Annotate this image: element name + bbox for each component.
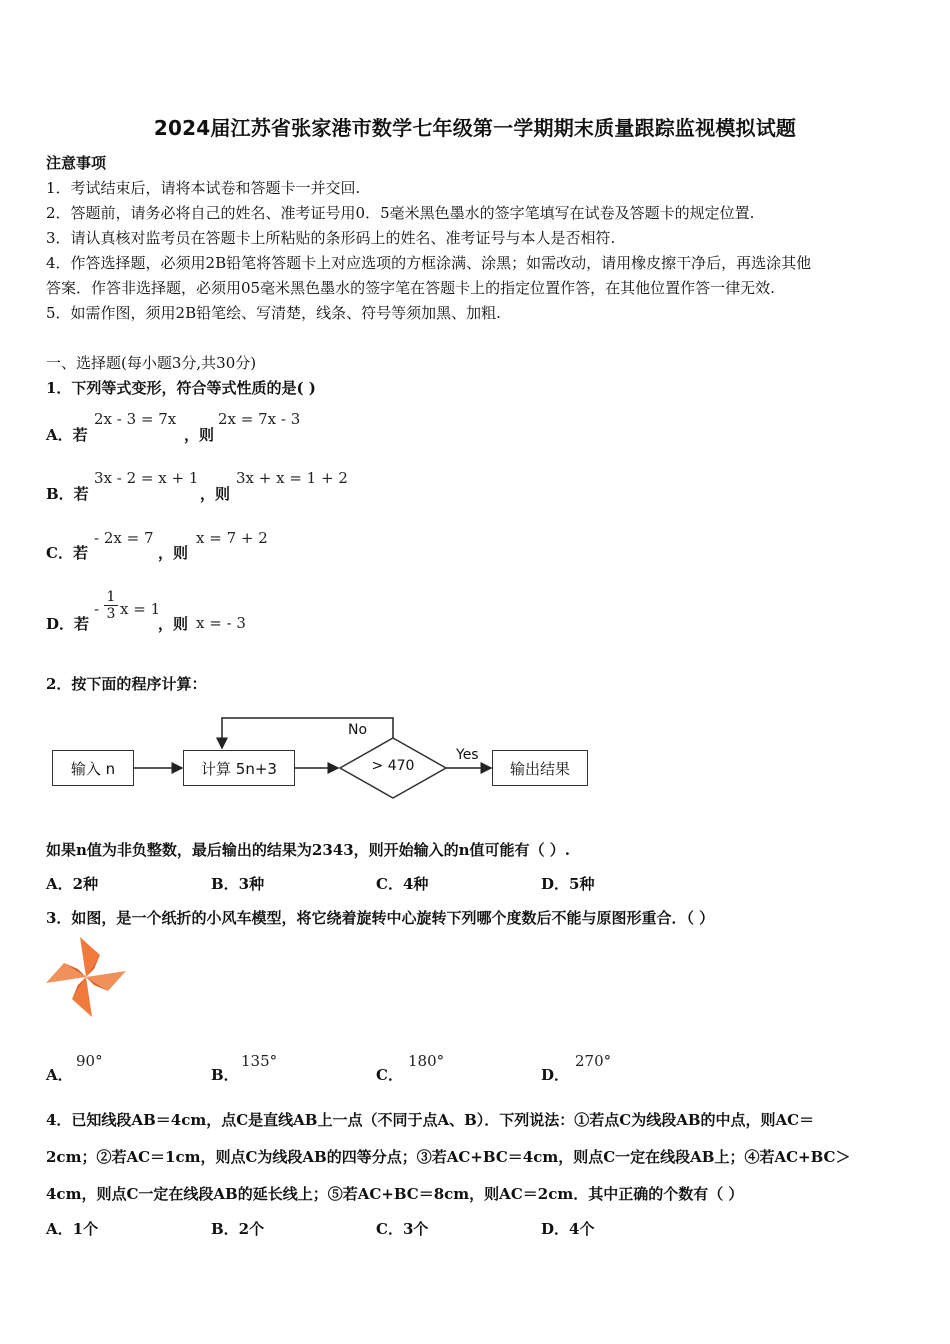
option-a-mid: ，则 xyxy=(184,426,215,444)
option-b: B．3种 xyxy=(211,875,265,893)
option-c-mid: ，则 xyxy=(158,544,189,562)
option-d: D．5种 xyxy=(541,875,595,893)
flow-no-label: No xyxy=(348,722,368,738)
option-d-fraction xyxy=(104,589,118,622)
option-c-eq1: - 2x = 7 xyxy=(94,529,154,547)
q3-option-a-label: A． xyxy=(46,1066,73,1084)
option-d-rest: x = 1 xyxy=(120,600,161,618)
arrow-loop-back xyxy=(222,718,393,748)
option-a-eq1: 2x - 3 = 7x xyxy=(94,410,177,428)
q3-option-a-value: 90° xyxy=(76,1052,103,1070)
question-4-line: 4．已知线段AB＝4cm，点C是直线AB上一点（不同于点A、B）．下列说法：①若点C为线段AB的中点，则AC＝ xyxy=(46,1111,815,1129)
option-c: C．3个 xyxy=(376,1220,429,1238)
option-a-eq2: 2x = 7x - 3 xyxy=(218,410,301,428)
q3-option-c-value: 180° xyxy=(408,1052,445,1070)
q3-option-c-label: C． xyxy=(376,1066,403,1084)
question-2-stem: 2．按下面的程序计算： xyxy=(46,675,207,693)
flow-compute-label: 计算 5n+3 xyxy=(201,759,277,778)
flow-compute-box xyxy=(183,750,295,786)
notice-item: 4．作答选择题，必须用2B铅笔将答题卡上对应选项的方框涂满、涂黑；如需改动，请用橡皮擦干净后，再选涂其他 xyxy=(46,254,812,272)
page-title: 2024届江苏省张家港市数学七年级第一学期期末质量跟踪监视模拟试题 xyxy=(153,116,797,140)
q3-option-d-label: D． xyxy=(541,1066,570,1084)
option-d-eq2: x = - 3 xyxy=(196,614,246,632)
notice-heading: 注意事项 xyxy=(46,154,107,172)
option-b-mid: ，则 xyxy=(200,485,231,503)
q3-option-d-value: 270° xyxy=(575,1052,612,1070)
option-b-eq1: 3x - 2 = x + 1 xyxy=(94,469,199,487)
pinwheel-figure xyxy=(44,935,130,1019)
question-1-stem: 1．下列等式变形，符合等式性质的是( ) xyxy=(46,379,316,397)
notice-item: 2．答题前，请务必将自己的姓名、准考证号用0．5毫米黑色墨水的签字笔填写在试卷及答题卡的规定位置. xyxy=(46,204,755,222)
option-b-label: B．若 xyxy=(46,485,89,503)
flow-condition-label: > 470 xyxy=(371,758,415,774)
option-a-label: A．若 xyxy=(46,426,88,444)
option-d-label: D．若 xyxy=(46,615,90,633)
option-c-label: C．若 xyxy=(46,544,88,562)
option-a: A．1个 xyxy=(46,1220,99,1238)
option-d-neg: - xyxy=(94,600,100,618)
fraction-numerator: 1 xyxy=(104,589,118,606)
option-b-eq2: 3x + x = 1 + 2 xyxy=(236,469,348,487)
q3-option-b-value: 135° xyxy=(241,1052,278,1070)
question-4-line: 4cm，则点C一定在线段AB的延长线上；⑤若AC+BC＝8cm，则AC＝2cm．其中正确的个数有（ ） xyxy=(46,1185,744,1203)
option-c-eq2: x = 7 + 2 xyxy=(196,529,268,547)
flow-input-label: 输入 n xyxy=(70,759,116,778)
notice-item: 答案．作答非选择题，必须用05毫米黑色墨水的签字笔在答题卡上的指定位置作答，在其他位置作答一律无效. xyxy=(46,279,775,297)
option-b: B．2个 xyxy=(211,1220,265,1238)
flow-yes-label: Yes xyxy=(456,747,479,763)
question-2-text: 如果n值为非负整数，最后输出的结果为2343，则开始输入的n值可能有（ ）. xyxy=(46,841,571,859)
option-a: A．2种 xyxy=(46,875,99,893)
notice-item: 3．请认真核对监考员在答题卡上所粘贴的条形码上的姓名、准考证号与本人是否相符. xyxy=(46,229,616,247)
section-heading: 一、选择题(每小题3分,共30分) xyxy=(46,354,257,372)
q3-option-b-label: B． xyxy=(211,1066,239,1084)
notice-item: 5．如需作图，须用2B铅笔绘、写清楚，线条、符号等须加黑、加粗. xyxy=(46,304,501,322)
flow-output-label: 输出结果 xyxy=(509,759,570,778)
notice-item: 1．考试结束后，请将本试卷和答题卡一并交回. xyxy=(46,179,361,197)
option-d-mid: ，则 xyxy=(158,615,189,633)
question-4-line: 2cm；②若AC＝1cm，则点C为线段AB的四等分点；③若AC+BC＝4cm，则点C一定在线段AB上；④若AC+BC＞ xyxy=(46,1148,851,1166)
option-c: C．4种 xyxy=(376,875,429,893)
option-d: D．4个 xyxy=(541,1220,595,1238)
flow-output-box xyxy=(492,750,588,786)
fraction-denominator: 3 xyxy=(106,606,116,622)
question-3-stem: 3．如图，是一个纸折的小风车模型，将它绕着旋转中心旋转下列哪个度数后不能与原图形重合．（ ） xyxy=(46,909,715,927)
flow-input-box xyxy=(52,750,134,786)
